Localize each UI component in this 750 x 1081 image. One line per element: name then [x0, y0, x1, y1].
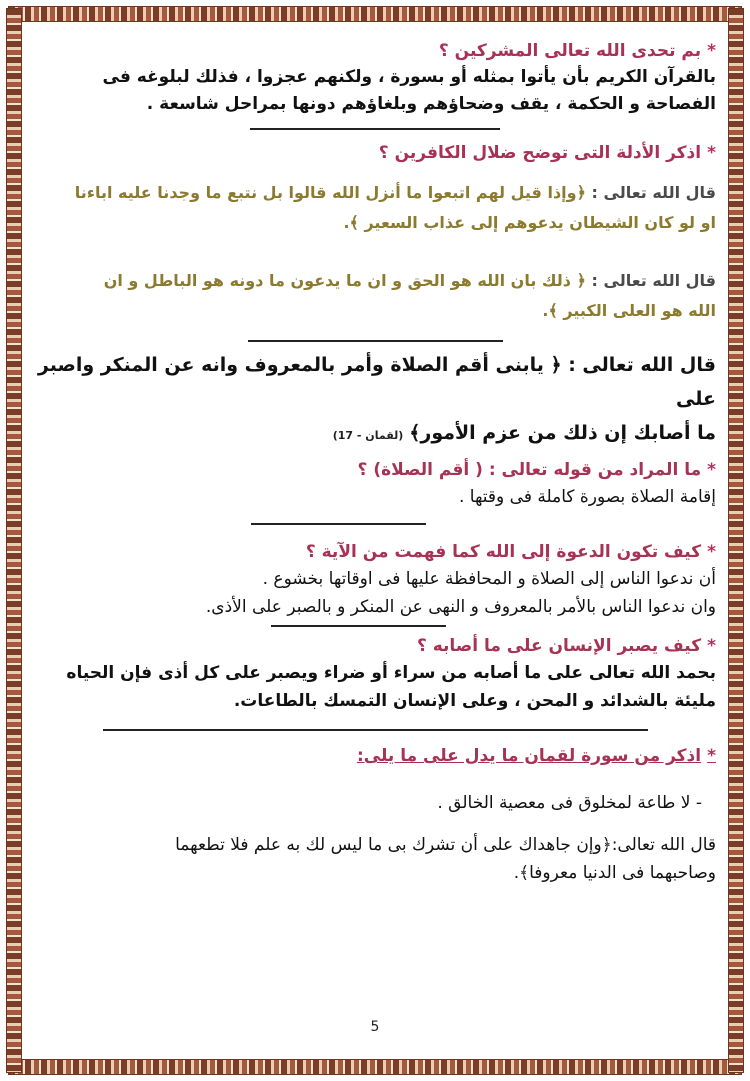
decorative-border-bottom	[8, 1059, 742, 1075]
list-item: - لا طاعة لمخلوق فى معصية الخالق .	[437, 793, 702, 813]
star-bullet-icon: *	[707, 41, 716, 61]
question-3: *ما المراد من قوله تعالى : ( أقم الصلاة) ؟	[357, 460, 716, 480]
divider	[251, 523, 426, 525]
decorative-border-top	[8, 6, 742, 22]
answer-4-line-2: وان ندعوا الناس بالأمر بالمعروف و النهى عن المنكر و بالصبر على الأذى.	[205, 597, 716, 617]
question-6: *اذكر من سورة لقمان ما يدل على ما يلى:	[356, 746, 716, 766]
question-1: *بم تحدى الله تعالى المشركين ؟	[438, 41, 716, 61]
main-verse-line-1: قال الله تعالى : ﴿ يابنى أقم الصلاة وأمر بالمعروف وانه عن المنكر واصبر على	[37, 354, 716, 410]
worksheet-content	[34, 38, 716, 1041]
verse-1-line-2: او لو كان الشيطان يدعوهم إلى عذاب السعير ﴾.	[343, 213, 716, 232]
verse-3-line-2: وصاحبهما فى الدنيا معروفا﴾.	[513, 863, 716, 883]
divider	[103, 729, 648, 731]
divider	[271, 625, 446, 627]
question-2: *اذكر الأدلة التى توضح ضلال الكافرين ؟	[378, 143, 716, 163]
page-number: 5	[370, 1019, 380, 1035]
star-bullet-icon: *	[707, 636, 716, 656]
answer-1-line-2: الفصاحة و الحكمة ، يقف وضحاؤهم وبلغاؤهم دونها بمراحل شاسعة .	[146, 94, 716, 114]
divider	[250, 128, 500, 130]
verse-2-line-2: الله هو العلى الكبير ﴾.	[542, 301, 716, 320]
answer-3: إقامة الصلاة بصورة كاملة فى وقتها .	[458, 487, 716, 507]
star-bullet-icon: *	[707, 542, 716, 562]
answer-5-line-1: بحمد الله تعالى على ما أصابه من سراء أو ضراء ويصبر على كل أذى فإن الحياه	[66, 663, 716, 683]
verse-2-line-1: قال الله تعالى : ﴿ ذلك بان الله هو الحق و ان ما يدعون ما دونه هو الباطل و ان	[103, 271, 716, 290]
question-5: *كيف يصبر الإنسان على ما أصابه ؟	[416, 636, 716, 656]
answer-1-line-1: بالقرآن الكريم بأن يأتوا بمثله أو بسورة ، ولكنهم عجزوا ، فذلك لبلوغه فى	[102, 67, 716, 87]
answer-4-line-1: أن ندعوا الناس إلى الصلاة و المحافظة عليها فى اوقاتها بخشوع .	[262, 569, 716, 589]
question-4: *كيف تكون الدعوة إلى الله كما فهمت من الآية ؟	[305, 542, 716, 562]
star-bullet-icon: *	[707, 143, 716, 163]
decorative-border-right	[728, 8, 744, 1073]
star-bullet-icon: *	[707, 746, 716, 766]
divider	[248, 340, 503, 342]
decorative-border-left	[6, 8, 22, 1073]
verse-3-line-1: قال الله تعالى:﴿وإن جاهداك على أن تشرك بى ما ليس لك به علم فلا تطعهما	[175, 835, 716, 855]
verse-reference: (لقمان - 17)	[332, 429, 404, 442]
verse-1-line-1: قال الله تعالى : ﴿وإذا قيل لهم اتبعوا ما أنزل الله قالوا بل نتبع ما وجدنا عليه اباءنا	[74, 183, 716, 202]
answer-5-line-2: مليئة بالشدائد و المحن ، وعلى الإنسان التمسك بالطاعات.	[233, 691, 716, 711]
main-verse-line-2: ما أصابك إن ذلك من عزم الأمور﴾(لقمان - 17)	[332, 422, 716, 444]
star-bullet-icon: *	[707, 460, 716, 480]
